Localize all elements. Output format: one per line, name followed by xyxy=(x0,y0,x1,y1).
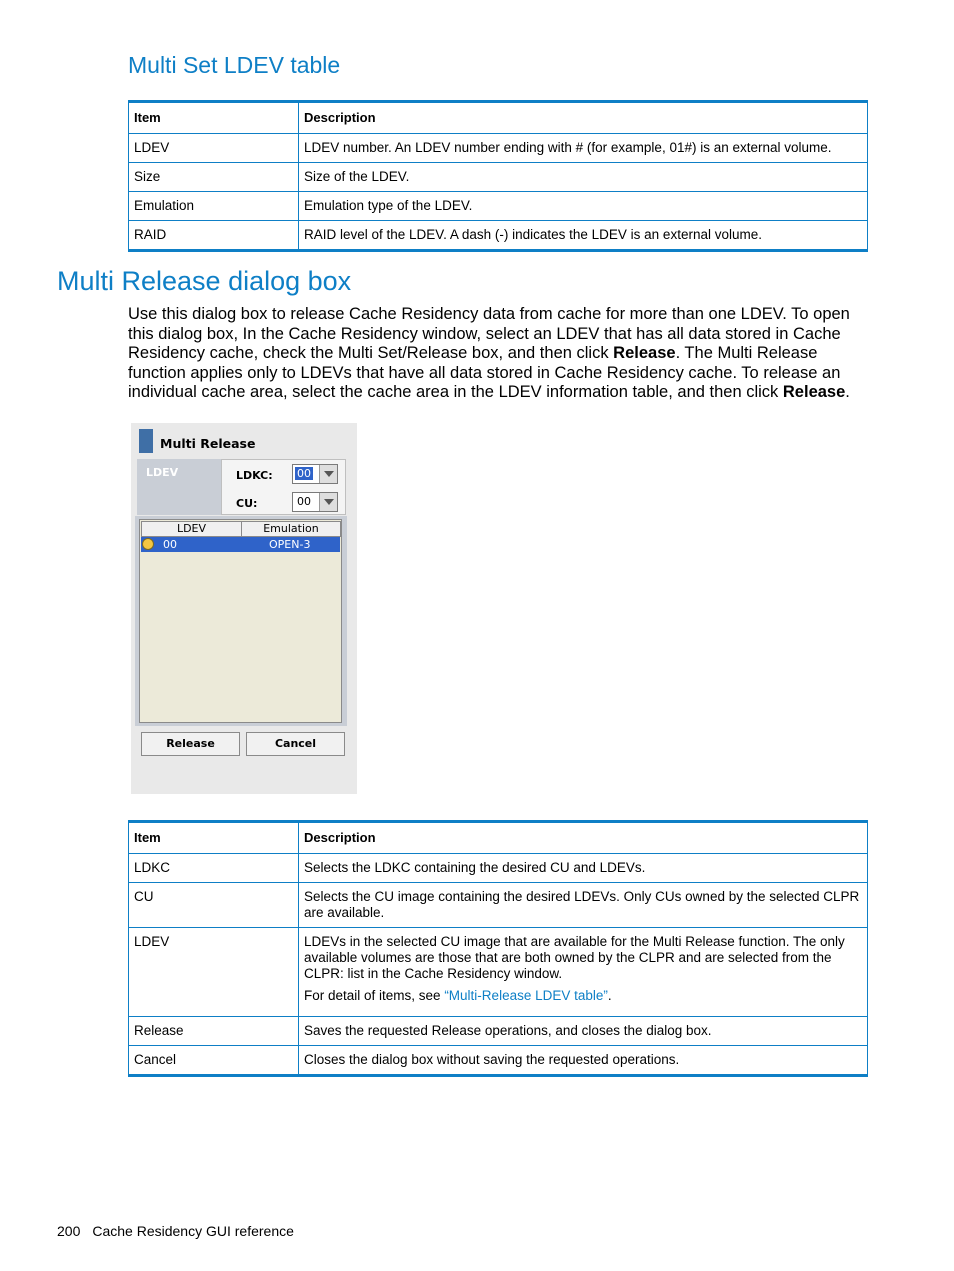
row-emulation: OPEN-3 xyxy=(269,538,311,551)
ldkc-label: LDKC: xyxy=(236,469,273,482)
cell-description xyxy=(299,928,868,1017)
cell-description: LDEV number. An LDEV number ending with # (for example, 01#) is an external volume. xyxy=(299,134,868,163)
intro-bold-release-2: Release xyxy=(782,383,846,401)
ldev-detail-suffix: . xyxy=(607,988,612,1003)
row-ldev: 00 xyxy=(163,538,177,551)
ldev-panel-label: LDEV xyxy=(146,466,179,479)
column-header-emulation[interactable]: Emulation xyxy=(241,521,341,537)
cell-description: Closes the dialog box without saving the requested operations. xyxy=(299,1046,868,1076)
header-item: Item xyxy=(129,102,299,134)
table-row xyxy=(129,928,868,1017)
chevron-down-icon[interactable] xyxy=(319,493,337,511)
cell-description: Size of the LDEV. xyxy=(299,163,868,192)
multi-release-ldev-table-link[interactable]: “Multi-Release LDEV table” xyxy=(444,988,608,1003)
chevron-down-icon[interactable] xyxy=(319,465,337,483)
list-item[interactable] xyxy=(141,537,340,552)
ldkc-select[interactable] xyxy=(292,464,338,484)
header-item: Item xyxy=(129,822,299,854)
cell-description: Saves the requested Release operations, and closes the dialog box. xyxy=(299,1017,868,1046)
cell-item: Emulation xyxy=(129,192,299,221)
ldev-list[interactable] xyxy=(139,519,342,723)
cell-item: LDKC xyxy=(129,854,299,883)
table-row xyxy=(129,1017,868,1046)
intro-text-1: Use this dialog box to release Cache Residency data from cache for more than one LDEV. To open this dialog box, In the Cache Residency window, select an LDEV that has all data stored in Cache Residency cache, check the Multi Set/Release box, and then click xyxy=(128,305,850,362)
cell-item: LDEV xyxy=(129,134,299,163)
main-title: Multi Release dialog box xyxy=(57,266,352,296)
table-row xyxy=(129,163,868,192)
ldev-description: LDEVs in the selected CU image that are available for the Multi Release function. The only available volumes are those that are both owned by the CLPR and are selected from the CLPR: list in the Cache Residency window. xyxy=(304,934,845,981)
header-description: Description xyxy=(299,822,868,854)
cu-label: CU: xyxy=(236,497,258,510)
table-row xyxy=(129,221,868,251)
cell-item: LDEV xyxy=(129,928,299,1017)
header-description: Description xyxy=(299,102,868,134)
multi-set-ldev-table xyxy=(128,100,868,252)
table-row xyxy=(129,134,868,163)
intro-text-3: . xyxy=(845,383,850,401)
section-title: Multi Set LDEV table xyxy=(128,52,341,78)
ldev-panel xyxy=(137,459,221,515)
table-row xyxy=(129,192,868,221)
cell-item: Cancel xyxy=(129,1046,299,1076)
page-footer xyxy=(57,1223,294,1239)
release-button[interactable]: Release xyxy=(141,732,240,756)
cell-item: Release xyxy=(129,1017,299,1046)
cell-description: Selects the LDKC containing the desired CU and LDEVs. xyxy=(299,854,868,883)
table-row xyxy=(129,854,868,883)
cell-item: CU xyxy=(129,883,299,928)
ldev-detail-note xyxy=(304,988,862,1004)
cell-description: Emulation type of the LDEV. xyxy=(299,192,868,221)
dialog-title: Multi Release xyxy=(160,436,256,451)
ldev-status-icon xyxy=(142,538,154,550)
intro-text-2: . The Multi Release function applies only to LDEVs that have all data stored in Cache Residency cache. To release an individual cache area, select the cache area in the LDEV information table, and then click xyxy=(128,344,841,401)
cu-select-value: 00 xyxy=(297,495,311,508)
table-header-row xyxy=(129,102,868,134)
multi-release-dialog xyxy=(131,423,357,794)
ldev-detail-prefix: For detail of items, see xyxy=(304,988,445,1003)
cancel-button[interactable]: Cancel xyxy=(246,732,345,756)
cu-select[interactable] xyxy=(292,492,338,512)
table-row xyxy=(129,1046,868,1076)
intro-paragraph xyxy=(128,305,868,403)
multi-release-items-table xyxy=(128,820,868,1077)
footer-chapter: Cache Residency GUI reference xyxy=(92,1223,294,1239)
ldev-list-frame xyxy=(135,516,347,726)
cell-description: RAID level of the LDEV. A dash (-) indicates the LDEV is an external volume. xyxy=(299,221,868,251)
page-number: 200 xyxy=(57,1223,81,1239)
table-header-row xyxy=(129,822,868,854)
cell-item: RAID xyxy=(129,221,299,251)
intro-bold-release-1: Release xyxy=(613,344,676,362)
ldkc-select-value: 00 xyxy=(297,467,311,480)
cell-description: Selects the CU image containing the desired LDEVs. Only CUs owned by the selected CLPR are available. xyxy=(299,883,868,928)
cell-item: Size xyxy=(129,163,299,192)
ldkc-cu-selector-panel xyxy=(221,459,346,515)
column-header-ldev[interactable]: LDEV xyxy=(141,521,242,537)
table-row xyxy=(129,883,868,928)
dialog-title-marker xyxy=(139,429,153,453)
